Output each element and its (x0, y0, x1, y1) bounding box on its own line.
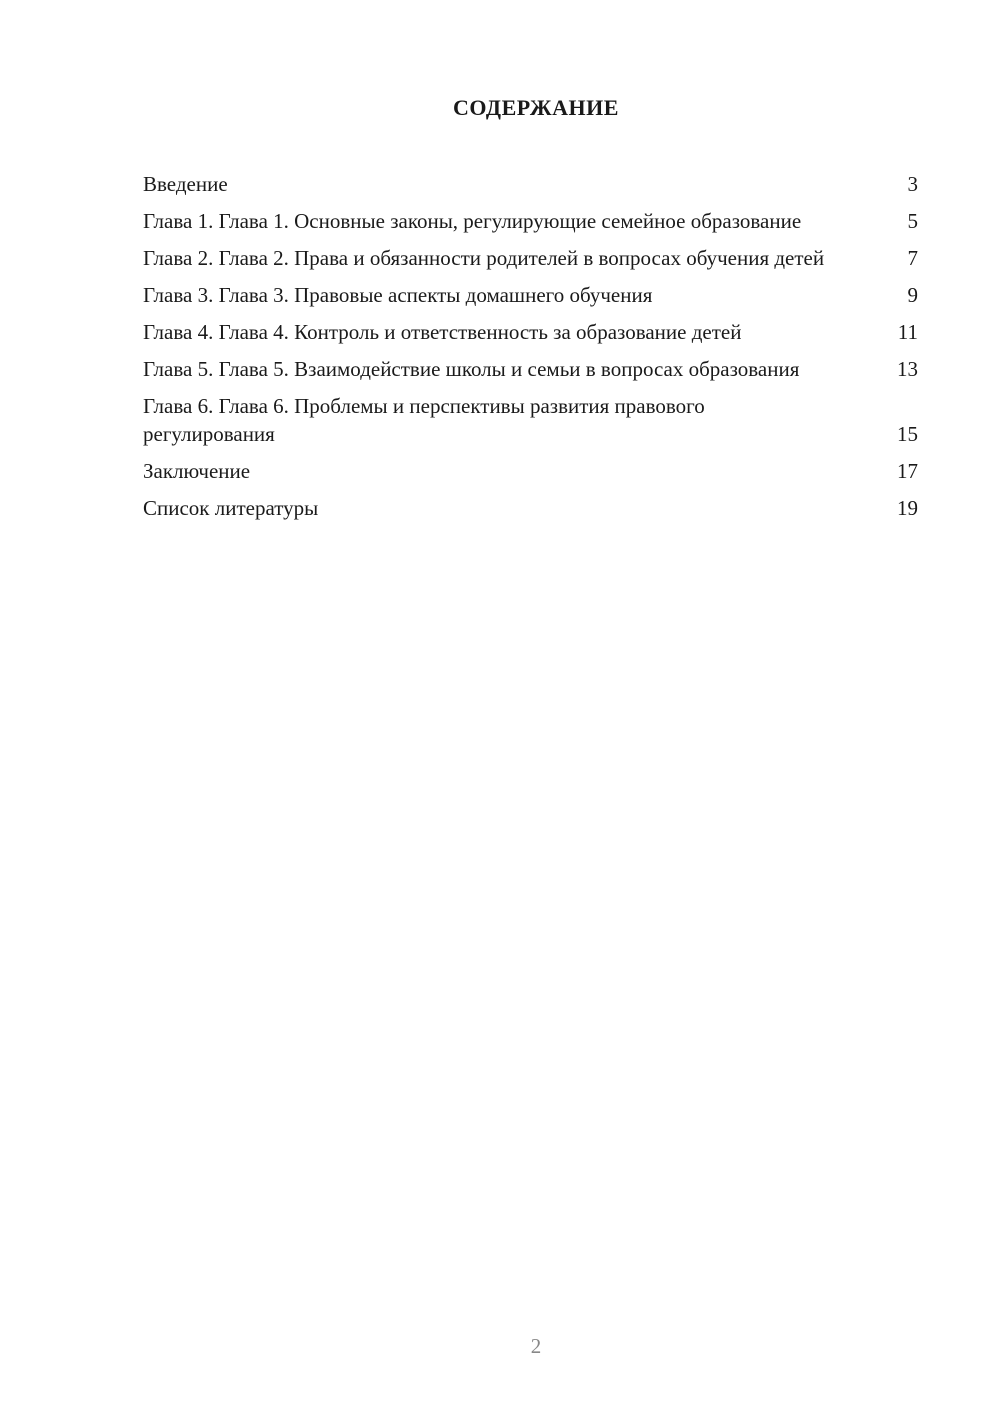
toc-entry-label: Глава 1. Глава 1. Основные законы, регулирующие семейное образование (143, 209, 802, 233)
toc-entry-label: Список литературы (143, 496, 319, 520)
toc-entry (143, 281, 918, 309)
page-title: СОДЕРЖАНИЕ (453, 95, 619, 120)
toc-entry-page: 9 (907, 283, 918, 307)
toc-entry (143, 207, 918, 235)
toc-entry-label: Введение (143, 172, 228, 196)
toc-entry (143, 244, 918, 272)
toc-entry-page: 11 (897, 320, 918, 344)
table-of-contents (143, 170, 918, 531)
toc-entry (143, 318, 918, 346)
toc-entry-page: 15 (897, 422, 918, 446)
toc-entry-page: 5 (907, 209, 918, 233)
toc-entry-page: 3 (907, 172, 918, 196)
toc-entry-label: Глава 2. Глава 2. Права и обязанности родителей в вопросах обучения детей (143, 246, 825, 270)
toc-entry-page: 13 (897, 357, 918, 381)
toc-entry-page: 7 (907, 246, 918, 270)
toc-entry-label: Глава 5. Глава 5. Взаимодействие школы и семьи в вопросах образования (143, 357, 800, 381)
toc-entry-label: Заключение (143, 459, 251, 483)
toc-entry-label: Глава 3. Глава 3. Правовые аспекты домашнего обучения (143, 283, 653, 307)
toc-entry (143, 355, 918, 383)
toc-entry (143, 392, 918, 448)
toc-entry-label: Глава 6. Глава 6. Проблемы и перспективы развития правового регулирования (143, 394, 705, 446)
toc-entry (143, 170, 918, 198)
toc-entry-page: 17 (897, 459, 918, 483)
toc-entry (143, 457, 918, 485)
toc-entry (143, 494, 918, 522)
toc-entry-page: 19 (897, 496, 918, 520)
page-number: 2 (530, 1334, 542, 1358)
toc-entry-label: Глава 4. Глава 4. Контроль и ответственность за образование детей (143, 320, 742, 344)
